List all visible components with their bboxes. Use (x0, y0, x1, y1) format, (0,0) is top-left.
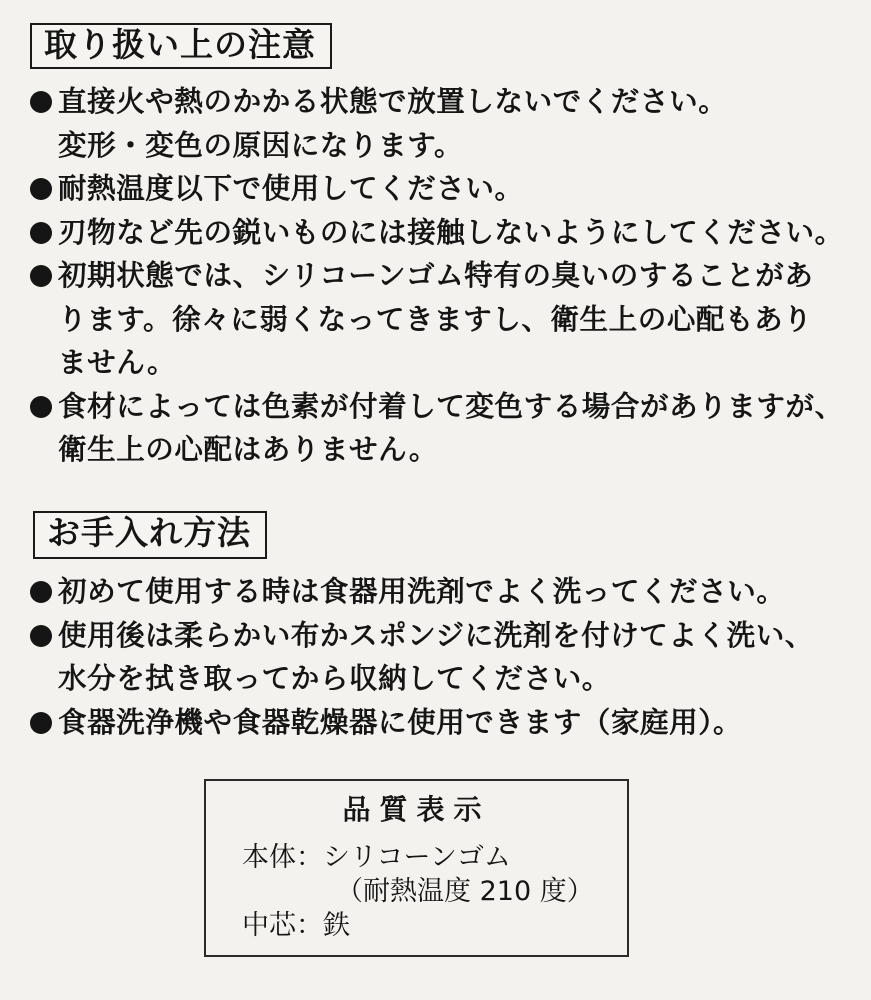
list-item (30, 254, 844, 385)
list-item (30, 385, 844, 472)
list-item (30, 701, 814, 745)
care-item-1-line-1: 直接火や熱のかかる状態で放置しないでください。 (58, 85, 728, 118)
list-item (30, 167, 844, 211)
bullet-icon (30, 396, 52, 418)
maintenance-item-2-line-2: 水分を拭き取ってから収納してください。 (58, 662, 611, 695)
maintenance-item-2-line-1: 使用後は柔らかい布かスポンジに洗剤を付けてよく洗い、 (58, 618, 814, 652)
bullet-icon (30, 712, 52, 734)
quality-core-material: 中芯：鉄 (242, 910, 350, 941)
quality-heat-resistance: （耐熱温度 210 度） (336, 876, 594, 907)
care-item-5-line-2: 衛生上の心配はありません。 (58, 433, 439, 466)
care-item-3-line-1: 刃物など先の鋭いものには接触しないようにしてください。 (58, 215, 844, 249)
bullet-icon (30, 625, 52, 647)
quality-title: 品質表示 (342, 793, 491, 826)
bullet-icon (30, 265, 52, 287)
maintenance-list (30, 570, 814, 744)
care-item-4-line-2: ります。徐々に弱くなってきますし、衛生上の心配もあり (58, 302, 813, 336)
care-item-1-line-2: 変形・変色の原因になります。 (58, 128, 464, 162)
care-item-4-line-3: ません。 (58, 346, 177, 379)
care-section-title: 取り扱い上の注意 (30, 23, 332, 69)
maintenance-section-title: お手入れ方法 (33, 511, 267, 559)
list-item (30, 80, 844, 167)
maintenance-item-1-line-1: 初めて使用する時は食器用洗剤でよく洗ってください。 (58, 575, 786, 608)
list-item (30, 570, 814, 614)
quality-body-material: 本体：シリコーンゴム (242, 842, 511, 873)
bullet-icon (30, 178, 52, 200)
list-item (30, 211, 844, 255)
care-item-2-line-1: 耐熱温度以下で使用してください。 (58, 172, 524, 205)
list-item (30, 614, 814, 701)
care-list (30, 80, 844, 472)
bullet-icon (30, 222, 52, 244)
maintenance-item-3-line-1: 食器洗浄機や食器乾燥器に使用できます（家庭用）。 (58, 705, 743, 739)
quality-label-box (204, 779, 629, 957)
care-item-5-line-1: 食材によっては色素が付着して変色する場合がありますが、 (58, 389, 844, 423)
bullet-icon (30, 91, 52, 113)
bullet-icon (30, 581, 52, 603)
care-item-4-line-1: 初期状態では、シリコーンゴム特有の臭いのすることがあ (58, 259, 814, 292)
